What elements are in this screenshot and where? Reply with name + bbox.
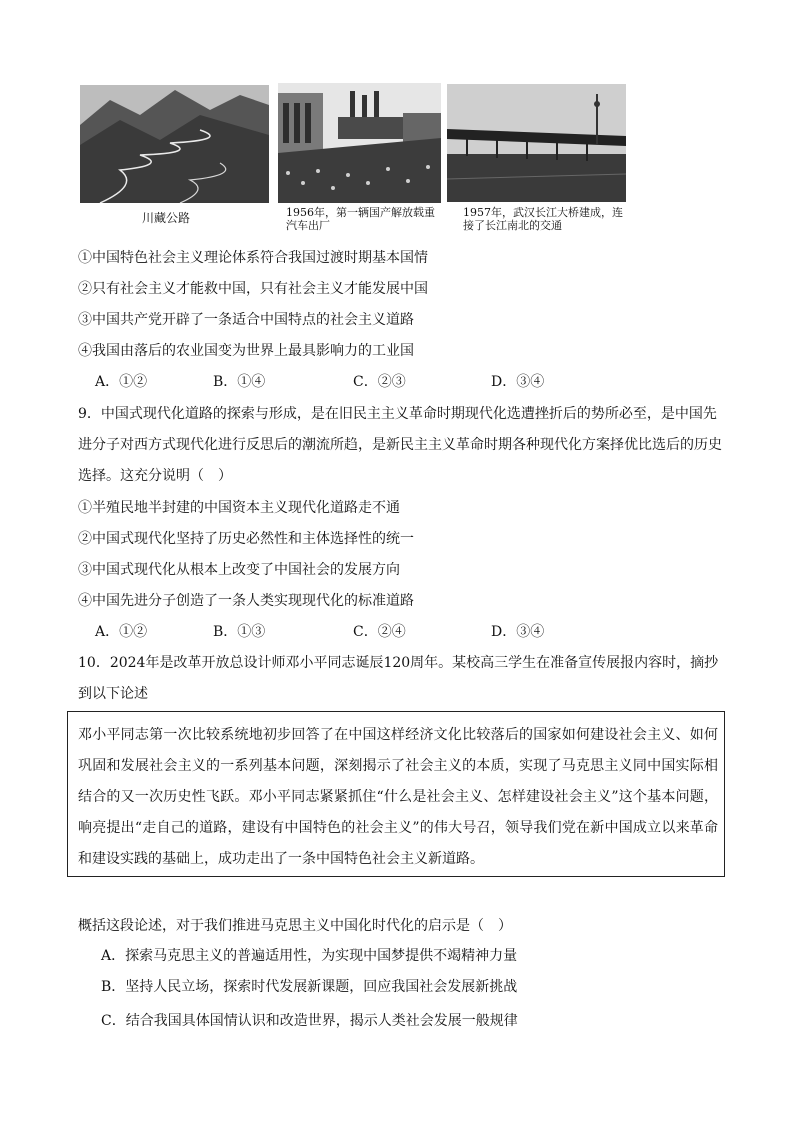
figure-caption: 1956年，第一辆国产解放载重汽车出厂 xyxy=(286,206,435,232)
q9-option-d[interactable]: D．③④ xyxy=(491,624,545,640)
q10-prompt: 概括这段论述，对于我们推进马克思主义中国化时代化的启示是（ ） xyxy=(78,918,512,934)
q10-stem: 10．2024年是改革开放总设计师邓小平同志诞辰120周年。某校高三学生在准备宣传展报内容时，摘抄到以下论述 xyxy=(78,655,719,702)
q10-option-c[interactable]: C．结合我国具体国情认识和改造世界，揭示人类社会发展一般规律 xyxy=(101,1013,518,1029)
q9-statement-2: ②中国式现代化坚持了历史必然性和主体选择性的统一 xyxy=(78,531,414,547)
q9-stem: 9．中国式现代化道路的探索与形成，是在旧民主主义革命时期现代化选遭挫折后的势所必至，是中国先进分子对西方式现代化进行反思后的潮流所趋，是新民主主义革命时期各种现代化方案择优比选后的历史选择。这充分说明（ ） xyxy=(78,406,722,484)
q8-option-a[interactable]: A．①② xyxy=(95,374,148,390)
q9-statement-4: ④中国先进分子创造了一条人类实现现代化的标准道路 xyxy=(78,593,414,609)
q9-statement-3: ③中国式现代化从根本上改变了中国社会的发展方向 xyxy=(78,562,400,578)
q10-option-b[interactable]: B．坚持人民立场，探索时代发展新课题，回应我国社会发展新挑战 xyxy=(101,979,518,995)
q10-option-a[interactable]: A．探索马克思主义的普遍适用性，为实现中国梦提供不竭精神力量 xyxy=(101,948,518,964)
q8-statement-1: ①中国特色社会主义理论体系符合我国过渡时期基本国情 xyxy=(78,250,428,266)
factory-crowd-photo xyxy=(278,83,441,203)
q8-option-d[interactable]: D．③④ xyxy=(491,374,545,390)
q9-option-c[interactable]: C．②④ xyxy=(353,624,406,640)
q8-option-c[interactable]: C．②③ xyxy=(353,374,406,390)
quote-box xyxy=(67,711,725,877)
q8-statement-4: ④我国由落后的农业国变为世界上最具影响力的工业国 xyxy=(78,343,414,359)
q8-statement-2: ②只有社会主义才能救中国，只有社会主义才能发展中国 xyxy=(78,281,428,297)
q9-option-b[interactable]: B．①③ xyxy=(213,624,266,640)
bridge-photo xyxy=(447,84,626,202)
q9-option-a[interactable]: A．①② xyxy=(95,624,148,640)
mountain-road-photo xyxy=(80,85,269,203)
q8-option-b[interactable]: B．①④ xyxy=(213,374,266,390)
q9-statement-1: ①半殖民地半封建的中国资本主义现代化道路走不通 xyxy=(78,500,400,516)
figure-caption: 1957年，武汉长江大桥建成，连接了长江南北的交通 xyxy=(463,206,623,232)
quote-text: 邓小平同志第一次比较系统地初步回答了在中国这样经济文化比较落后的国家如何建设社会主义、如何巩固和发展社会主义的一系列基本问题，深刻揭示了社会主义的本质，实现了马克思主义同中国实际相结合的又一次历史性飞跃。邓小平同志紧紧抓住“什么是社会主义、怎样建设社会主义”这个基本问题，响亮提出“走自己的道路，建设有中国特色的社会主义”的伟大号召，领导我们党在新中国成立以来革命和建设实践的基础上，成功走出了一条中国特色社会主义新道路。 xyxy=(78,727,718,867)
figure-caption: 川藏公路 xyxy=(142,211,191,225)
q8-statement-3: ③中国共产党开辟了一条适合中国特点的社会主义道路 xyxy=(78,312,414,328)
